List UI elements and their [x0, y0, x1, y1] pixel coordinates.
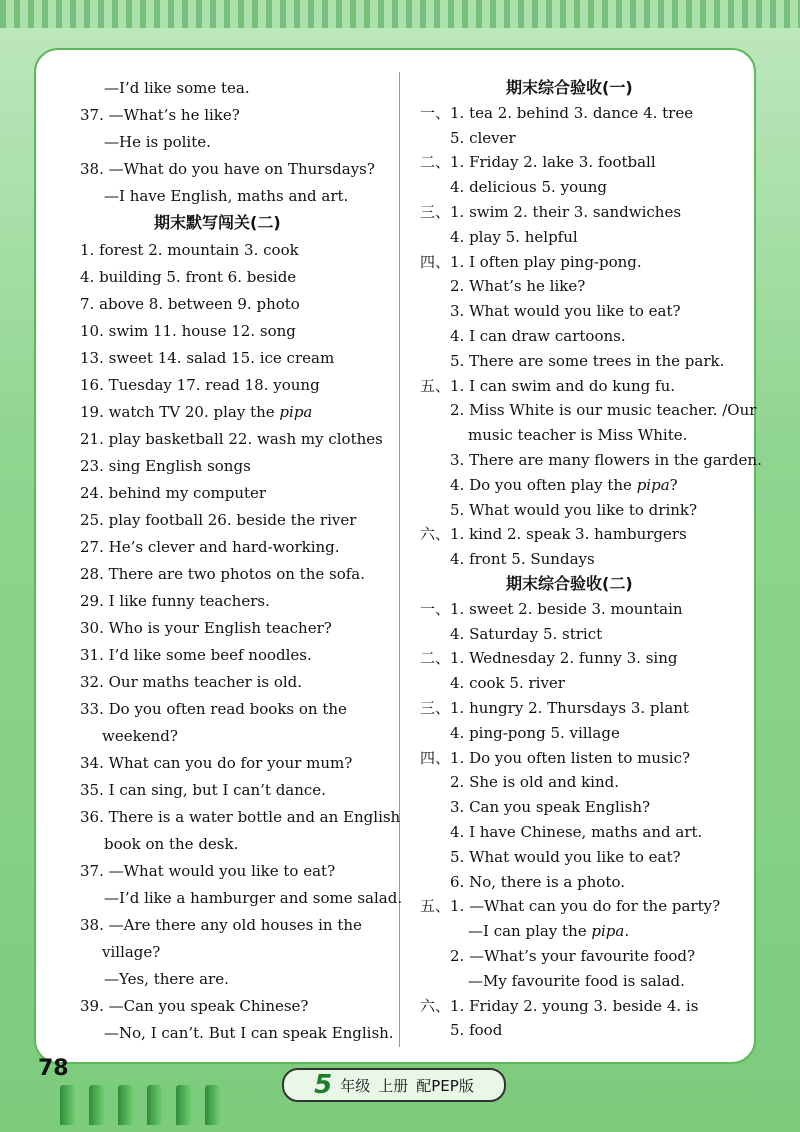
answer-line: —I’d like a hamburger and some salad. [104, 889, 403, 907]
answer-line: 13. sweet 14. salad 15. ice cream [80, 349, 335, 367]
answer-line: 36. There is a water bottle and an English [80, 808, 401, 826]
grade-number: 5 [314, 1070, 333, 1100]
answer-line: 33. Do you often read books on the [80, 700, 347, 718]
answer-line: 五、1. I can swim and do kung fu. [420, 376, 676, 395]
answer-line: 三、1. hungry 2. Thursdays 3. plant [420, 699, 689, 717]
answer-line: 一、1. sweet 2. beside 3. mountain [420, 599, 683, 618]
answer-line: 4. cook 5. river [450, 674, 565, 693]
answer-line: 2. Miss White is our music teacher. /Our [450, 401, 757, 420]
page-number: 78 [38, 1056, 69, 1081]
answer-line: 38. —What do you have on Thursdays? [80, 160, 375, 178]
answer-line: 3. Can you speak English? [450, 798, 651, 817]
answer-line: 三、1. swim 2. their 3. sandwiches [420, 203, 682, 221]
answer-line: 3. What would you like to eat? [450, 302, 681, 321]
answer-line: —My favourite food is salad. [468, 971, 685, 990]
answer-line: 1. forest 2. mountain 3. cook [80, 241, 299, 259]
answer-line: 29. I like funny teachers. [80, 592, 270, 610]
answer-line: —No, I can’t. But I can speak English. [104, 1024, 394, 1042]
answer-line: —I have English, maths and art. [104, 187, 349, 205]
answer-line: 28. There are two photos on the sofa. [80, 565, 366, 583]
answer-line: 二、1. Wednesday 2. funny 3. sing [420, 649, 678, 668]
answer-line: 32. Our maths teacher is old. [80, 673, 303, 691]
answer-line: 27. He’s clever and hard-working. [80, 538, 340, 556]
answer-line: 六、1. kind 2. speak 3. hamburgers [420, 525, 687, 544]
answer-line: 五、1. —What can you do for the party? [420, 897, 721, 916]
decorative-top-border [0, 0, 800, 28]
answer-line: 4. play 5. helpful [450, 227, 578, 246]
answer-line: 4. I have Chinese, maths and art. [450, 823, 703, 841]
answer-line: 34. What can you do for your mum? [80, 754, 353, 772]
answer-line: 37. —What would you like to eat? [80, 862, 336, 880]
answer-line: 一、1. tea 2. behind 3. dance 4. tree [420, 103, 694, 122]
answer-line: 4. I can draw cartoons. [450, 327, 626, 345]
edition-label: 配PEP版 [416, 1076, 474, 1095]
answer-line: 2. She is old and kind. [450, 773, 620, 792]
grade-label: 年级 [340, 1076, 371, 1095]
answer-line: book on the desk. [104, 835, 239, 853]
answer-line: 6. No, there is a photo. [450, 872, 625, 891]
answer-line: 21. play basketball 22. wash my clothes [80, 430, 383, 448]
answer-line: 5. clever [450, 128, 516, 147]
answer-line: 5. What would you like to eat? [450, 847, 681, 866]
answer-line: weekend? [102, 727, 178, 745]
answer-line: 5. What would you like to drink? [450, 500, 698, 519]
answer-line: —Yes, there are. [104, 970, 229, 988]
answer-line: 4. front 5. Sundays [450, 550, 595, 569]
answer-line: 16. Tuesday 17. read 18. young [80, 376, 320, 394]
answer-line: 4. Do you often play the pipa? [450, 475, 678, 494]
answer-line: —He is polite. [104, 133, 211, 151]
answer-line: 4. Saturday 5. strict [450, 624, 603, 643]
answer-line: 二、1. Friday 2. lake 3. football [420, 153, 656, 172]
answer-line: 31. I’d like some beef noodles. [80, 646, 312, 664]
answer-line: 7. above 8. between 9. photo [80, 295, 300, 313]
answer-line: 4. building 5. front 6. beside [80, 268, 297, 286]
answer-line: 39. —Can you speak Chinese? [80, 997, 309, 1015]
answer-line: 25. play football 26. beside the river [80, 511, 357, 529]
answer-line: 10. swim 11. house 12. song [80, 322, 296, 340]
answer-line: village? [102, 943, 161, 961]
answer-line: 2. —What’s your favourite food? [450, 947, 696, 965]
term-label: 上册 [378, 1076, 409, 1095]
answer-line: 19. watch TV 20. play the pipa [80, 403, 313, 421]
answer-line: 38. —Are there any old houses in the [80, 916, 362, 934]
answer-line: —I can play the pipa. [468, 922, 630, 941]
section-heading: 期末综合验收(二) [506, 574, 633, 593]
section-heading: 期末综合验收(一) [506, 78, 633, 97]
answer-line: 4. delicious 5. young [450, 178, 608, 197]
answer-line: 六、1. Friday 2. young 3. beside 4. is [420, 996, 699, 1015]
answer-line: 3. There are many flowers in the garden. [450, 451, 762, 469]
answer-line: 5. There are some trees in the park. [450, 351, 725, 370]
answer-line: 5. food [450, 1021, 503, 1040]
section-heading: 期末默写闯关(二) [154, 213, 281, 232]
answer-line: 23. sing English songs [80, 457, 251, 475]
answer-line: 2. What’s he like? [450, 277, 586, 296]
answer-line: 24. behind my computer [80, 484, 267, 502]
answer-line: music teacher is Miss White. [468, 426, 688, 445]
answer-line: 35. I can sing, but I can’t dance. [80, 781, 326, 799]
answer-line: 四、1. I often play ping-pong. [420, 252, 642, 271]
answer-line: 四、1. Do you often listen to music? [420, 748, 691, 767]
answer-line: 37. —What’s he like? [80, 106, 240, 124]
answer-line: —I’d like some tea. [104, 79, 250, 97]
answer-line: 30. Who is your English teacher? [80, 619, 332, 637]
grade-badge [282, 1068, 506, 1102]
decorative-bars [60, 1085, 220, 1125]
answer-line: 4. ping-pong 5. village [450, 723, 620, 742]
